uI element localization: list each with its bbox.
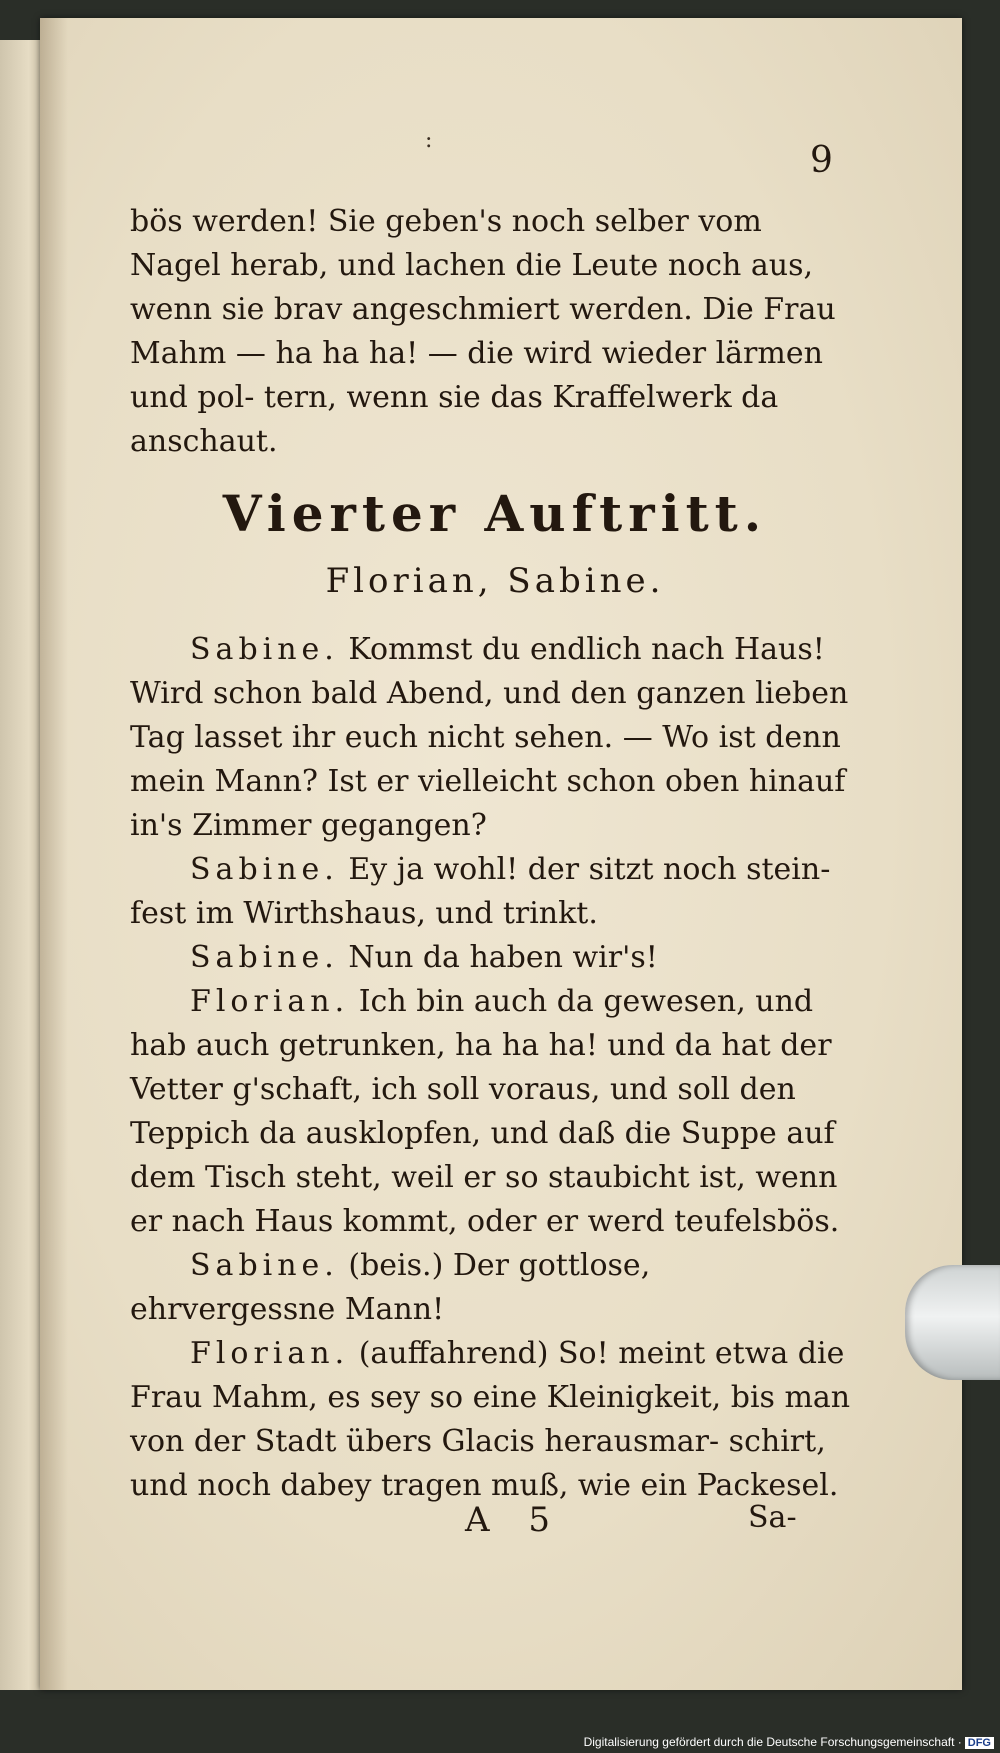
speech-3 bbox=[130, 936, 860, 980]
speech-text: (auffahrend) So! meint etwa die Frau Mahm, es sey so eine Kleinigkeit, bis man von der Stadt übers Glacis herausmar- schirt, und noch dabey tragen muß, wie ein Packesel. bbox=[130, 1336, 851, 1503]
speech-1 bbox=[130, 628, 860, 848]
speech-2 bbox=[130, 848, 860, 936]
speech-5 bbox=[130, 1244, 860, 1332]
page-number: 9 bbox=[810, 140, 833, 181]
gutter-shadow bbox=[40, 18, 68, 1690]
speech-text: Kommst du endlich nach Haus! Wird schon bald Abend, und den ganzen lieben Tag lasset ihr euch nicht sehen. — Wo ist denn mein Mann? Ist er vielleicht schon oben hinauf in's Zimmer gegangen? bbox=[130, 632, 849, 843]
signature-mark: A 5 bbox=[465, 1500, 564, 1540]
speaker: Florian. bbox=[190, 984, 350, 1019]
footer-text: Digitalisierung gefördert durch die Deutsche Forschungsgemeinschaft · bbox=[583, 1735, 962, 1749]
speaker: Sabine. bbox=[190, 632, 339, 667]
speech-4 bbox=[130, 980, 860, 1244]
speaker: Sabine. bbox=[190, 852, 339, 887]
paragraph-1: bös werden! Sie geben's noch selber vom Nagel herab, und lachen die Leute noch aus, wenn sie brav angeschmiert werden. Die Frau Mahm — ha ha ha! — die wird wieder lärmen und pol- tern, wenn sie das Kraffelwerk da anschaut. bbox=[130, 204, 836, 459]
speech-text: Ich bin auch da gewesen, und hab auch getrunken, ha ha ha! und da hat der Vetter g'schaft, ich soll voraus, und soll den Teppich da ausklopfen, und daß die Suppe auf dem Tisch steht, weil er so staubicht ist, wenn er nach Haus kommt, oder er werd teufelsbös. bbox=[130, 984, 840, 1239]
speech-6 bbox=[130, 1332, 860, 1508]
digitization-footer bbox=[584, 1735, 994, 1749]
catchword: Sa- bbox=[748, 1500, 797, 1535]
speech-text: (beis.) Der gottlose, ehrvergessne Mann! bbox=[130, 1248, 651, 1327]
top-mark: : bbox=[425, 128, 433, 153]
speaker: Sabine. bbox=[190, 1248, 339, 1283]
page-text bbox=[130, 200, 860, 1508]
speaker: Sabine. bbox=[190, 940, 339, 975]
speech-text: Ey ja wohl! der sitzt noch stein- fest im Wirthshaus, und trinkt. bbox=[130, 852, 831, 931]
scene-title: Vierter Auftritt. bbox=[222, 484, 768, 543]
speech-text: Nun da haben wir's! bbox=[338, 940, 658, 975]
clip-tab bbox=[905, 1265, 1000, 1380]
dfg-logo: DFG bbox=[965, 1737, 994, 1749]
scene-persons: Florian, Sabine. bbox=[325, 561, 665, 601]
speaker: Florian. bbox=[190, 1336, 350, 1371]
